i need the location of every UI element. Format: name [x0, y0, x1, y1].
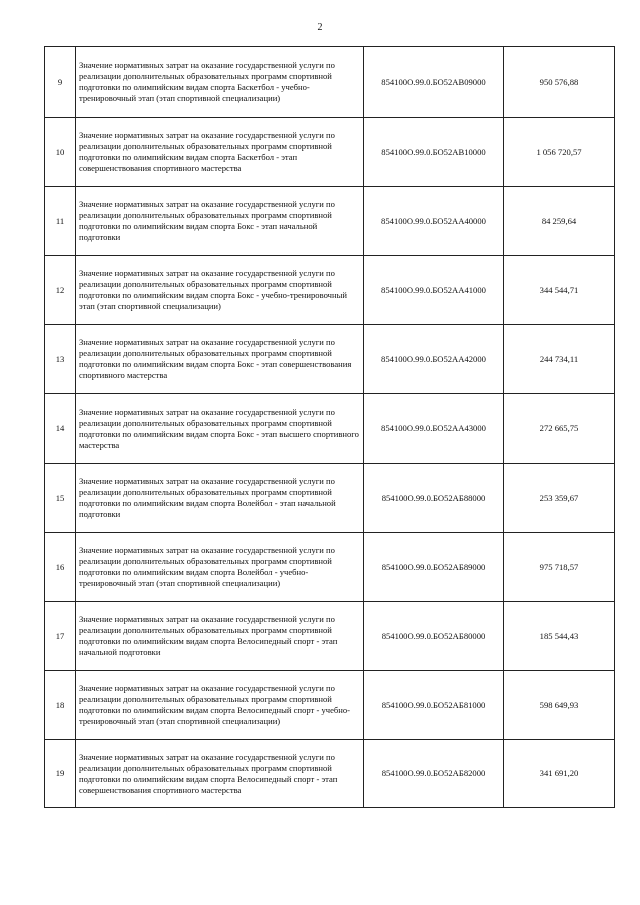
registry-code: 854100О.99.0.БО52АБ89000: [364, 533, 504, 602]
registry-code: 854100О.99.0.БО52АВ09000: [364, 47, 504, 118]
table-row: [45, 533, 615, 602]
registry-code: 854100О.99.0.БО52АА42000: [364, 325, 504, 394]
cost-value: 272 665,75: [504, 394, 615, 464]
cost-value: 341 691,20: [504, 740, 615, 808]
registry-code: 854100О.99.0.БО52АБ80000: [364, 602, 504, 671]
cost-value: 84 259,64: [504, 187, 615, 256]
service-description: Значение нормативных затрат на оказание государственной услуги по реализации дополнительных образовательных программ спортивной подготовки по олимпийским видам спорта Волейбол - учебно-тренировочный этап (этап спортивной специализации): [76, 533, 364, 602]
service-description: Значение нормативных затрат на оказание государственной услуги по реализации дополнительных образовательных программ спортивной подготовки по олимпийским видам спорта Бокс - этап высшего спортивного мастерства: [76, 394, 364, 464]
cost-value: 975 718,57: [504, 533, 615, 602]
registry-code: 854100О.99.0.БО52АБ81000: [364, 671, 504, 740]
row-number: 16: [45, 533, 76, 602]
row-number: 15: [45, 464, 76, 533]
row-number: 19: [45, 740, 76, 808]
cost-value: 950 576,88: [504, 47, 615, 118]
row-number: 10: [45, 118, 76, 187]
registry-code: 854100О.99.0.БО52АА41000: [364, 256, 504, 325]
registry-code: 854100О.99.0.БО52АА43000: [364, 394, 504, 464]
table-row: [45, 47, 615, 118]
row-number: 9: [45, 47, 76, 118]
service-description: Значение нормативных затрат на оказание государственной услуги по реализации дополнительных образовательных программ спортивной подготовки по олимпийским видам спорта Бокс - этап совершенствования спортивного мастерства: [76, 325, 364, 394]
cost-value: 598 649,93: [504, 671, 615, 740]
service-description: Значение нормативных затрат на оказание государственной услуги по реализации дополнительных образовательных программ спортивной подготовки по олимпийским видам спорта Велосипедный спорт - учебно-тренировочный этап (этап спортивной специализации): [76, 671, 364, 740]
cost-value: 253 359,67: [504, 464, 615, 533]
cost-value: 1 056 720,57: [504, 118, 615, 187]
row-number: 14: [45, 394, 76, 464]
row-number: 12: [45, 256, 76, 325]
registry-code: 854100О.99.0.БО52АА40000: [364, 187, 504, 256]
row-number: 13: [45, 325, 76, 394]
table-row: [45, 256, 615, 325]
table-row: [45, 740, 615, 808]
table-row: [45, 464, 615, 533]
cost-value: 244 734,11: [504, 325, 615, 394]
registry-code: 854100О.99.0.БО52АБ82000: [364, 740, 504, 808]
table-row: [45, 118, 615, 187]
registry-code: 854100О.99.0.БО52АВ10000: [364, 118, 504, 187]
service-description: Значение нормативных затрат на оказание государственной услуги по реализации дополнительных образовательных программ спортивной подготовки по олимпийским видам спорта Бокс - учебно-тренировочный этап (этап спортивной специализации): [76, 256, 364, 325]
normative-costs-table: [44, 46, 615, 808]
service-description: Значение нормативных затрат на оказание государственной услуги по реализации дополнительных образовательных программ спортивной подготовки по олимпийским видам спорта Велосипедный спорт - этап начальной подготовки: [76, 602, 364, 671]
table-row: [45, 394, 615, 464]
registry-code: 854100О.99.0.БО52АБ88000: [364, 464, 504, 533]
service-description: Значение нормативных затрат на оказание государственной услуги по реализации дополнительных образовательных программ спортивной подготовки по олимпийским видам спорта Волейбол - этап начальной подготовки: [76, 464, 364, 533]
service-description: Значение нормативных затрат на оказание государственной услуги по реализации дополнительных образовательных программ спортивной подготовки по олимпийским видам спорта Велосипедный спорт - этап совершенствования спортивного мастерства: [76, 740, 364, 808]
service-description: Значение нормативных затрат на оказание государственной услуги по реализации дополнительных образовательных программ спортивной подготовки по олимпийским видам спорта Баскетбол - учебно-тренировочный этап (этап спортивной специализации): [76, 47, 364, 118]
row-number: 18: [45, 671, 76, 740]
cost-value: 185 544,43: [504, 602, 615, 671]
table-row: [45, 325, 615, 394]
row-number: 17: [45, 602, 76, 671]
cost-value: 344 544,71: [504, 256, 615, 325]
page-number: 2: [317, 22, 323, 33]
service-description: Значение нормативных затрат на оказание государственной услуги по реализации дополнительных образовательных программ спортивной подготовки по олимпийским видам спорта Баскетбол - этап совершенствования спортивного мастерства: [76, 118, 364, 187]
service-description: Значение нормативных затрат на оказание государственной услуги по реализации дополнительных образовательных программ спортивной подготовки по олимпийским видам спорта Бокс - этап начальной подготовки: [76, 187, 364, 256]
row-number: 11: [45, 187, 76, 256]
table-row: [45, 671, 615, 740]
table-row: [45, 187, 615, 256]
table-row: [45, 602, 615, 671]
